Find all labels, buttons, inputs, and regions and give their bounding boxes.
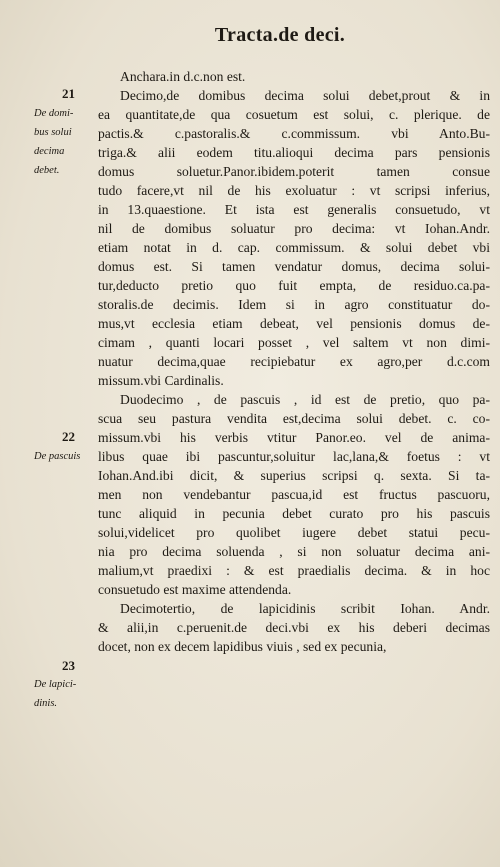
text-line: Anchara.in d.c.non est. bbox=[120, 69, 246, 84]
margin-gloss: De domi- bbox=[34, 108, 74, 119]
text-line: men non vendebantur pascua,id est fructus pascuoru, bbox=[98, 487, 490, 502]
text-line: ea quantitate,de qua cosuetum est solui, c. plerique. de bbox=[98, 107, 490, 122]
text-line: Decimotertio, de lapicidinis scribit Iohan. Andr. bbox=[120, 601, 490, 616]
margin-gloss: debet. bbox=[34, 165, 60, 176]
text-line: triga.& alii eodem titu.alioqui decima pars pensionis bbox=[98, 145, 490, 160]
text-line: scua seu pastura vendita est,decima solui debet. c. co- bbox=[98, 411, 490, 426]
text-line: malium,vt praedixi : & est praedialis decima. & in hoc bbox=[98, 563, 490, 578]
text-line: Iohan.And.ibi dicit, & superius scripsi q. sexta. Si ta- bbox=[98, 468, 490, 483]
text-line: nia pro decima soluenda , si non soluatur decima ani- bbox=[98, 544, 490, 559]
text-line: docet, non ex decem lapidibus viuis , sed ex pecunia, bbox=[98, 639, 387, 654]
text-line: & alii,in c.peruenit.de deci.vbi ex his deberi decimas bbox=[98, 620, 490, 635]
text-line: cimam , quanti locari posset , vel saltem vt non dimi- bbox=[98, 335, 490, 350]
text-line: Decimo,de domibus decima solui debet,prout & in bbox=[120, 88, 490, 103]
text-line: tur,deducto pretio quo fuit empta, de residuo.ca.pa- bbox=[98, 278, 490, 293]
marginal-number: 22 bbox=[62, 429, 75, 444]
marginal-number: 23 bbox=[62, 658, 75, 673]
text-line: solui,videlicet pro quolibet iugere debet statui pecu- bbox=[98, 525, 490, 540]
margin-gloss: dinis. bbox=[34, 698, 58, 709]
text-line: consuetudo est maxime attendenda. bbox=[98, 582, 292, 597]
margin-gloss: De pascuis bbox=[34, 451, 81, 462]
text-line: domus est. Si tamen vendatur domus, decima solui- bbox=[98, 259, 490, 274]
margin-gloss: bus solui bbox=[34, 127, 72, 138]
text-line: mus,vt ecclesia etiam debeat, vel pensionis domus de- bbox=[98, 316, 490, 331]
text-line: Duodecimo , de pascuis , id est de pretio, quo pa- bbox=[120, 392, 490, 407]
text-line: domus soluetur.Panor.ibidem.poterit tamen consue bbox=[98, 164, 490, 179]
margin-gloss: De lapici- bbox=[34, 679, 77, 690]
running-head: Tracta.de deci. bbox=[214, 24, 346, 46]
text-line: nil de domibus soluatur pro decima: vt Iohan.Andr. bbox=[98, 221, 490, 236]
text-line: tunc aliquid in pecunia debet curato pro his pascuis bbox=[98, 506, 490, 521]
text-line: missum.vbi his verbis vtitur Panor.eo. vel de anima- bbox=[98, 430, 490, 445]
text-line: missum.vbi Cardinalis. bbox=[98, 373, 224, 388]
marginal-number: 21 bbox=[62, 86, 75, 101]
text-line: pactis.& c.pastoralis.& c.commissum. vbi Anto.Bu- bbox=[98, 126, 490, 141]
text-line: etiam notat in d. cap. commissum. & solui debet vbi bbox=[98, 240, 490, 255]
text-line: libus quae ibi pascuntur,soluitur lac,lana,& foetus : vt bbox=[98, 449, 490, 464]
text-line: in 13.quaestione. Et ista est generalis consuetudo, vt bbox=[98, 202, 490, 217]
text-line: nuatur decima,quae recipiebatur ex agro,per d.c.com bbox=[98, 354, 490, 369]
margin-gloss: decima bbox=[34, 146, 65, 157]
text-line: storalis.de decimis. Idem si in agro constituatur do- bbox=[98, 297, 490, 312]
text-line: tudo facere,vt nil de his exoluatur : vt scripsi inferius, bbox=[98, 183, 490, 198]
